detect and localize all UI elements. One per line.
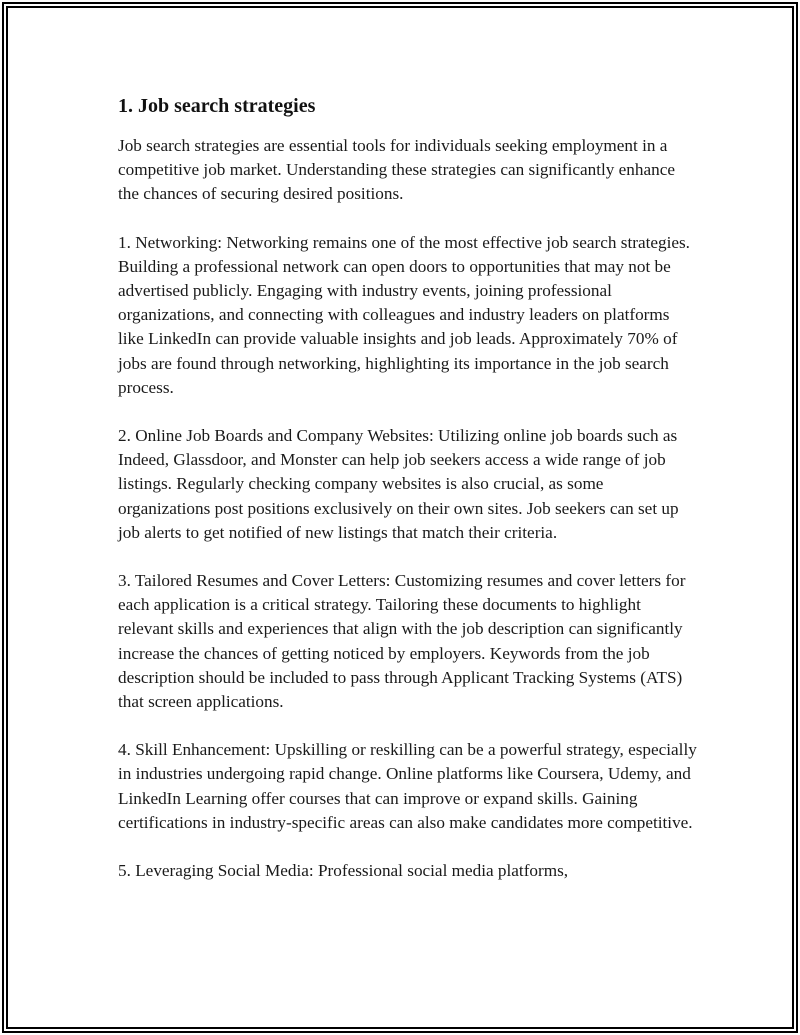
networking-paragraph: 1. Networking: Networking remains one of the most effective job search strategies. Building a professional network can open doors to opportunities that may not be advertised publicly. Engaging with industry events, joining professional organizations, and connecting with colleagues and industry leaders on platforms like LinkedIn can provide valuable insights and job leads. Approximately 70% of jobs are found through networking, highlighting its importance in the job search process.	[118, 232, 690, 397]
tailored-resumes-paragraph: 3. Tailored Resumes and Cover Letters: Customizing resumes and cover letters for each application is a critical strategy. Tailoring these documents to highlight relevant skills and experiences that align with the job description can significantly increase the chances of getting noticed by employers. Keywords from the job description should be included to pass through Applicant Tracking Systems (ATS) that screen applications.	[118, 571, 686, 712]
job-boards-paragraph: 2. Online Job Boards and Company Websites: Utilizing online job boards such as Indeed, Glassdoor, and Monster can help job seekers access a wide range of job listings. Regularly checking company websites is also crucial, as some organizations post positions exclusively on their own sites. Job seekers can set up job alerts to get notified of new listings that match their criteria.	[118, 426, 679, 542]
section-title: 1. Job search strategies	[118, 95, 316, 117]
intro-paragraph: Job search strategies are essential tools for individuals seeking employment in a competitive job market. Understanding these strategies can significantly enhance the chances of securing desired positions.	[118, 136, 675, 204]
social-media-paragraph: 5. Leveraging Social Media: Professional social media platforms,	[118, 861, 569, 881]
document-body	[118, 92, 698, 907]
skill-enhancement-paragraph: 4. Skill Enhancement: Upskilling or reskilling can be a powerful strategy, especially in industries undergoing rapid change. Online platforms like Coursera, Udemy, and LinkedIn Learning offer courses that can improve or expand skills. Gaining certifications in industry-specific areas can also make candidates more competitive.	[118, 740, 697, 832]
